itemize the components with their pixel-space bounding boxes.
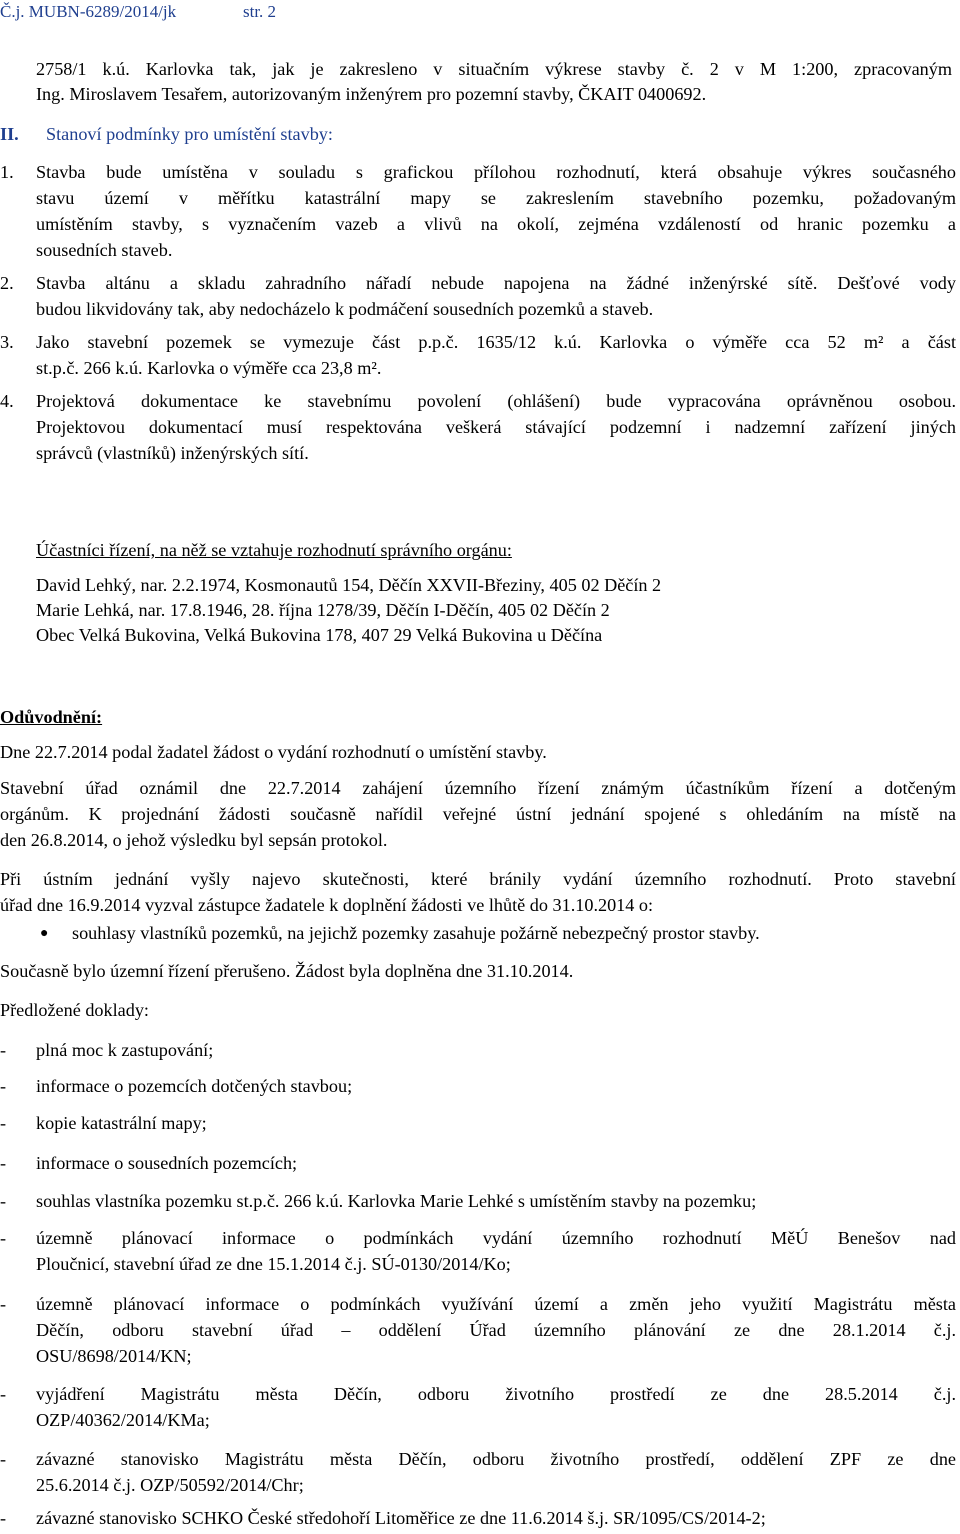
participant-item: Marie Lehká, nar. 17.8.1946, 28. října 1278/39, Děčín I-Děčín, 405 02 Děčín 2 bbox=[36, 600, 610, 620]
condition-4-line: Projektovou dokumentací musí respektována veškerá stávající podzemní i nadzemní zařízení jiných bbox=[36, 417, 956, 437]
document-item: vyjádření Magistrátu města Děčín, odboru životního prostředí ze dne 28.5.2014 č.j. bbox=[36, 1384, 956, 1404]
reasoning-paragraph-2-line: orgánům. K projednání žádosti současně nařídil veřejné ústní jednání spojené s ohledáním na místě na bbox=[0, 804, 956, 824]
document-item: souhlas vlastníka pozemku st.p.č. 266 k.ú. Karlovka Marie Lehké s umístěním stavby na pozemku; bbox=[36, 1191, 757, 1211]
dash-marker: - bbox=[0, 1040, 7, 1060]
documents-title: Předložené doklady: bbox=[0, 1000, 149, 1020]
condition-number: 1. bbox=[0, 162, 14, 182]
condition-4-line: správců (vlastníků) inženýrských sítí. bbox=[36, 443, 309, 463]
dash-marker: - bbox=[0, 1294, 7, 1314]
document-reference: Č.j. MUBN-6289/2014/jk bbox=[0, 2, 177, 21]
dash-marker: - bbox=[0, 1228, 7, 1248]
intro-line-2: Ing. Miroslavem Tesařem, autorizovaným inženýrem pro pozemní stavby, ČKAIT 0400692. bbox=[36, 84, 707, 104]
condition-1-line: sousedních staveb. bbox=[36, 240, 173, 260]
condition-2-line: budou likvidovány tak, aby nedocházelo k podmáčení sousedních pozemků a staveb. bbox=[36, 299, 654, 319]
document-item: kopie katastrální mapy; bbox=[36, 1113, 207, 1133]
section-numeral: II. bbox=[0, 124, 19, 144]
condition-2-line: Stavba altánu a skladu zahradního nářadí nebude napojena na žádné inženýrské sítě. Dešťové vody bbox=[36, 273, 956, 293]
dash-marker: - bbox=[0, 1384, 7, 1404]
reasoning-paragraph-4: Současně bylo územní řízení přerušeno. Žádost byla doplněna dne 31.10.2014. bbox=[0, 961, 574, 981]
document-item-continued: Ploučnicí, stavební úřad ze dne 15.1.2014 č.j. SÚ-0130/2014/Ko; bbox=[36, 1254, 511, 1274]
condition-3-line: Jako stavební pozemek se vymezuje část p.p.č. 1635/12 k.ú. Karlovka o výměře cca 52 m² a část bbox=[36, 332, 956, 352]
participant-item: David Lehký, nar. 2.2.1974, Kosmonautů 154, Děčín XXVII-Březiny, 405 02 Děčín 2 bbox=[36, 575, 662, 595]
document-item: závazné stanovisko SCHKO České středohoří Litoměřice ze dne 11.6.2014 š.j. SR/1095/CS/2014-2; bbox=[36, 1508, 766, 1528]
condition-number: 3. bbox=[0, 332, 14, 352]
document-item: plná moc k zastupování; bbox=[36, 1040, 214, 1060]
document-item-continued: Děčín, odboru stavební úřad – oddělení Úřad územního plánování ze dne 28.1.2014 č.j. bbox=[36, 1320, 956, 1340]
reasoning-paragraph-3-line: úřad dne 16.9.2014 vyzval zástupce žadatele k doplnění žádosti ve lhůtě do 31.10.2014 o: bbox=[0, 895, 654, 915]
dash-marker: - bbox=[0, 1113, 7, 1133]
page-number: str. 2 bbox=[243, 2, 277, 21]
condition-1-line: stavu území v měřítku katastrální mapy se zakreslením stavebního pozemku, požadovaným bbox=[36, 188, 956, 208]
reasoning-paragraph-1: Dne 22.7.2014 podal žadatel žádost o vydání rozhodnutí o umístění stavby. bbox=[0, 742, 547, 762]
document-item-continued: OZP/40362/2014/KMa; bbox=[36, 1410, 210, 1430]
condition-1-line: umístěním stavby, s vyznačením vazeb a vlivů na okolí, zejména vzdáleností od hranic pozemku a bbox=[36, 214, 956, 234]
condition-4-line: Projektová dokumentace ke stavebnímu povolení (ohlášení) bude vypracována oprávněnou osobou. bbox=[36, 391, 956, 411]
document-item: informace o sousedních pozemcích; bbox=[36, 1153, 298, 1173]
dash-marker: - bbox=[0, 1076, 7, 1096]
document-item: informace o pozemcích dotčených stavbou; bbox=[36, 1076, 353, 1096]
intro-line-1: 2758/1 k.ú. Karlovka tak, jak je zakresleno v situačním výkrese stavby č. 2 v M 1:200, zpracovaným bbox=[36, 59, 952, 79]
document-item-continued: 25.6.2014 č.j. OZP/50592/2014/Chr; bbox=[36, 1475, 304, 1495]
reasoning-paragraph-2-line: den 26.8.2014, o jehož výsledku byl sepsán protokol. bbox=[0, 830, 388, 850]
dash-marker: - bbox=[0, 1449, 7, 1469]
document-item-continued: OSU/8698/2014/KN; bbox=[36, 1346, 192, 1366]
dash-marker: - bbox=[0, 1191, 7, 1211]
dash-marker: - bbox=[0, 1153, 7, 1173]
section-title: Stanoví podmínky pro umístění stavby: bbox=[46, 124, 333, 144]
document-item: územně plánovací informace o podmínkách využívání území a změn jeho využití Magistrátu města bbox=[36, 1294, 956, 1314]
bullet-item: souhlasy vlastníků pozemků, na jejichž pozemky zasahuje požárně nebezpečný prostor stavby. bbox=[72, 923, 760, 943]
page-header bbox=[0, 2, 277, 22]
bullet-icon: ● bbox=[40, 926, 49, 941]
reasoning-paragraph-2-line: Stavební úřad oznámil dne 22.7.2014 zahájení územního řízení známým účastníkům řízení a dotčeným bbox=[0, 778, 956, 798]
dash-marker: - bbox=[0, 1508, 7, 1528]
condition-1-line: Stavba bude umístěna v souladu s grafickou přílohou rozhodnutí, která obsahuje výkres současného bbox=[36, 162, 956, 182]
condition-3-line: st.p.č. 266 k.ú. Karlovka o výměře cca 23,8 m². bbox=[36, 358, 382, 378]
document-item: územně plánovací informace o podmínkách vydání územního rozhodnutí MěÚ Benešov nad bbox=[36, 1228, 956, 1248]
reasoning-title: Odůvodnění: bbox=[0, 707, 103, 727]
participant-item: Obec Velká Bukovina, Velká Bukovina 178, 407 29 Velká Bukovina u Děčína bbox=[36, 625, 603, 645]
reasoning-paragraph-3-line: Při ústním jednání vyšly najevo skutečnosti, které bránily vydání územního rozhodnutí. Proto stavební bbox=[0, 869, 956, 889]
document-item: závazné stanovisko Magistrátu města Děčín, odboru životního prostředí, oddělení ZPF ze dne bbox=[36, 1449, 956, 1469]
condition-number: 4. bbox=[0, 391, 14, 411]
condition-number: 2. bbox=[0, 273, 14, 293]
participants-title: Účastníci řízení, na něž se vztahuje rozhodnutí správního orgánu: bbox=[36, 540, 512, 560]
